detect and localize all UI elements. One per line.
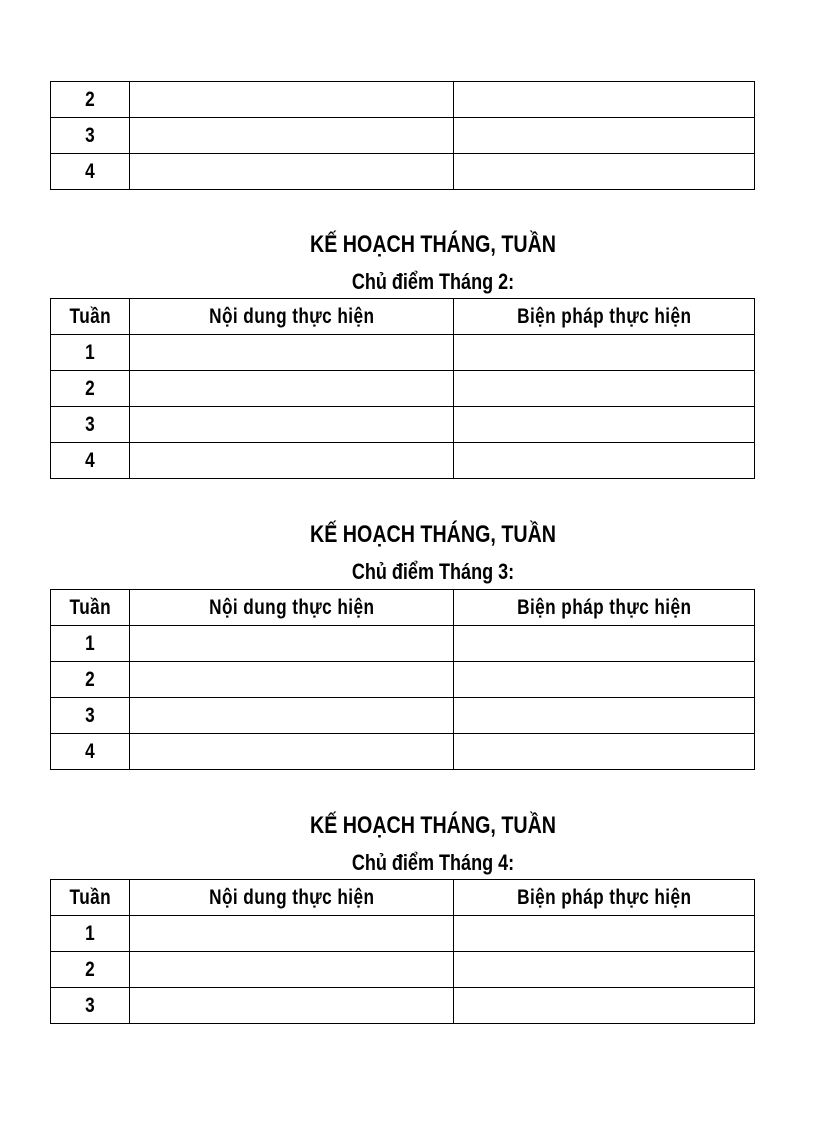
measure-cell[interactable] bbox=[454, 118, 755, 154]
week-number-cell: 2 bbox=[51, 662, 130, 698]
measure-cell[interactable] bbox=[454, 154, 755, 190]
section-subtitle: Chủ điểm Tháng 4: bbox=[351, 850, 515, 875]
measure-cell[interactable] bbox=[454, 698, 755, 734]
content-cell[interactable] bbox=[130, 118, 454, 154]
measure-cell[interactable] bbox=[454, 626, 755, 662]
table-row bbox=[51, 988, 755, 1024]
table-row bbox=[51, 118, 755, 154]
content-cell[interactable] bbox=[130, 82, 454, 118]
week-number-cell: 3 bbox=[51, 118, 130, 154]
content-cell[interactable] bbox=[130, 988, 454, 1024]
content-cell[interactable] bbox=[130, 952, 454, 988]
header-content: Nội dung thực hiện bbox=[130, 590, 454, 626]
measure-cell[interactable] bbox=[454, 662, 755, 698]
content-cell[interactable] bbox=[130, 335, 454, 371]
header-content: Nội dung thực hiện bbox=[130, 880, 454, 916]
measure-cell[interactable] bbox=[454, 407, 755, 443]
header-measure: Biện pháp thực hiện bbox=[454, 590, 755, 626]
week-number-cell: 2 bbox=[51, 82, 130, 118]
table-row bbox=[51, 407, 755, 443]
table-row bbox=[51, 335, 755, 371]
week-number-cell: 2 bbox=[51, 952, 130, 988]
section-title: KẾ HOẠCH THÁNG, TUẦN bbox=[310, 231, 556, 258]
week-number-cell: 1 bbox=[51, 916, 130, 952]
week-number-cell: 3 bbox=[51, 407, 130, 443]
week-number-cell: 4 bbox=[51, 734, 130, 770]
week-number-cell: 4 bbox=[51, 443, 130, 479]
content-cell[interactable] bbox=[130, 407, 454, 443]
measure-cell[interactable] bbox=[454, 734, 755, 770]
header-measure: Biện pháp thực hiện bbox=[454, 880, 755, 916]
table-row bbox=[51, 662, 755, 698]
section-subtitle: Chủ điểm Tháng 2: bbox=[351, 269, 515, 294]
section-title: KẾ HOẠCH THÁNG, TUẦN bbox=[310, 812, 556, 839]
content-cell[interactable] bbox=[130, 662, 454, 698]
week-table-month-2 bbox=[50, 298, 755, 479]
week-number-cell: 1 bbox=[51, 626, 130, 662]
table-row bbox=[51, 371, 755, 407]
table-row bbox=[51, 916, 755, 952]
table-header-row bbox=[51, 590, 755, 626]
content-cell[interactable] bbox=[130, 371, 454, 407]
header-measure: Biện pháp thực hiện bbox=[454, 299, 755, 335]
measure-cell[interactable] bbox=[454, 988, 755, 1024]
table-row bbox=[51, 698, 755, 734]
week-number-cell: 3 bbox=[51, 698, 130, 734]
week-table-month-3 bbox=[50, 589, 755, 770]
week-number-cell: 4 bbox=[51, 154, 130, 190]
header-week: Tuần bbox=[51, 590, 130, 626]
content-cell[interactable] bbox=[130, 916, 454, 952]
measure-cell[interactable] bbox=[454, 335, 755, 371]
measure-cell[interactable] bbox=[454, 916, 755, 952]
content-cell[interactable] bbox=[130, 154, 454, 190]
table-header-row bbox=[51, 880, 755, 916]
content-cell[interactable] bbox=[130, 626, 454, 662]
table-row bbox=[51, 734, 755, 770]
week-table-month-4 bbox=[50, 879, 755, 1024]
header-content: Nội dung thực hiện bbox=[130, 299, 454, 335]
measure-cell[interactable] bbox=[454, 443, 755, 479]
table-row bbox=[51, 952, 755, 988]
content-cell[interactable] bbox=[130, 698, 454, 734]
table-header-row bbox=[51, 299, 755, 335]
table-row bbox=[51, 82, 755, 118]
measure-cell[interactable] bbox=[454, 371, 755, 407]
measure-cell[interactable] bbox=[454, 82, 755, 118]
content-cell[interactable] bbox=[130, 443, 454, 479]
week-number-cell: 2 bbox=[51, 371, 130, 407]
header-week: Tuần bbox=[51, 299, 130, 335]
week-table-month-1-continued bbox=[50, 81, 755, 190]
measure-cell[interactable] bbox=[454, 952, 755, 988]
header-week: Tuần bbox=[51, 880, 130, 916]
section-subtitle: Chủ điểm Tháng 3: bbox=[351, 559, 515, 584]
table-row bbox=[51, 443, 755, 479]
table-row bbox=[51, 626, 755, 662]
content-cell[interactable] bbox=[130, 734, 454, 770]
week-number-cell: 3 bbox=[51, 988, 130, 1024]
table-row bbox=[51, 154, 755, 190]
section-title: KẾ HOẠCH THÁNG, TUẦN bbox=[310, 521, 556, 548]
week-number-cell: 1 bbox=[51, 335, 130, 371]
